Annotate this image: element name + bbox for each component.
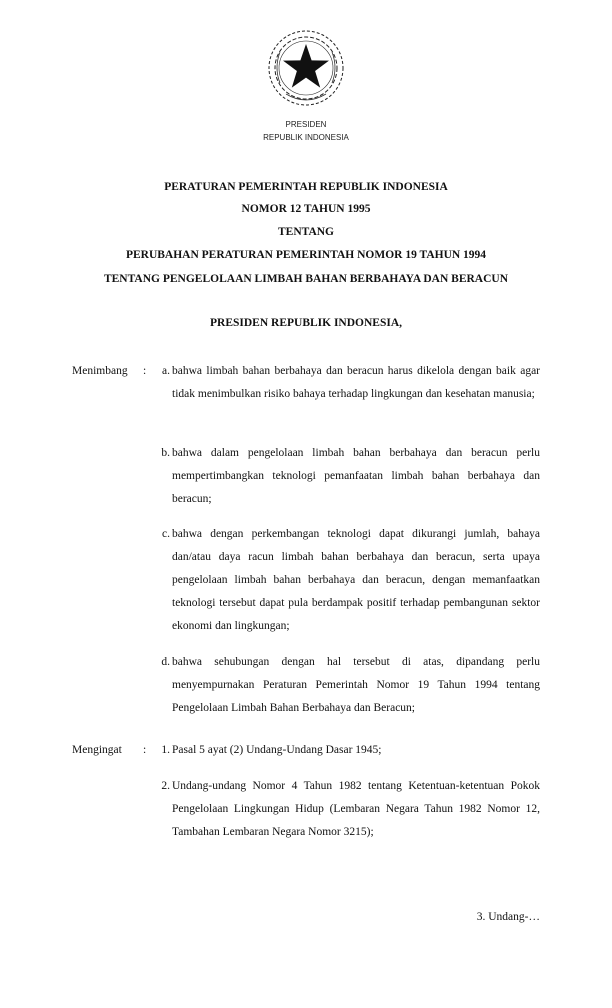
document-tentang: TENTANG [277, 226, 335, 238]
mengingat-item-1 [0, 739, 612, 762]
menimbang-item-a [0, 360, 612, 406]
mengingat-item-2 [0, 775, 612, 844]
document-subject-1: PERUBAHAN PERATURAN PEMERINTAH NOMOR 19 TAHUN 1994 [125, 249, 487, 261]
item-text: bahwa dalam pengelolaan limbah bahan berbahaya dan beracun perlu mempertimbangkan teknologi pemanfaatan limbah bahan berbahaya dan beracun; [172, 447, 540, 505]
item-number: a. [162, 365, 170, 377]
item-number: c. [162, 528, 170, 540]
item-text: bahwa limbah bahan berbahaya dan beracun harus dikelola dengan baik agar tidak menimbulkan risiko bahaya terhadap lingkungan dan kesehatan manusia; [172, 365, 540, 400]
seal-caption-presiden: PRESIDEN [285, 120, 327, 129]
colon: : [143, 744, 147, 756]
garuda-presidential-seal-icon [266, 28, 346, 108]
document-number: NOMOR 12 TAHUN 1995 [241, 203, 371, 215]
item-text: bahwa sehubungan dengan hal tersebut di atas, dipandang perlu menyempurnakan Peraturan Pemerintah Nomor 19 Tahun 1994 tentang Pengelolaan Limbah Bahan Berbahaya dan Beracun; [172, 656, 540, 714]
item-text: bahwa dengan perkembangan teknologi dapat dikurangi jumlah, bahaya dan/atau daya racun limbah bahan berbahaya dan beracun, serta upaya pengelolaan limbah bahan berbahaya dan beracun, dengan memanfaatkan teknologi tersebut dapat pula berdampak positif terhadap pembangunan sektor ekonomi dan lingkungan; [172, 528, 540, 632]
item-text: Pasal 5 ayat (2) Undang-Undang Dasar 1945; [172, 744, 382, 756]
menimbang-label: Menimbang [72, 365, 128, 377]
continuation-marker: 3. Undang-… [476, 911, 540, 923]
item-number: d. [161, 656, 170, 668]
item-number: 1. [161, 744, 170, 756]
mengingat-label: Mengingat [72, 744, 122, 756]
item-number: 2. [161, 780, 170, 792]
document-subject-2: TENTANG PENGELOLAAN LIMBAH BAHAN BERBAHAYA DAN BERACUN [103, 273, 509, 285]
item-text: Undang-undang Nomor 4 Tahun 1982 tentang Ketentuan-ketentuan Pokok Pengelolaan Lingkungan Hidup (Lembaran Negara Tahun 1982 Nomor 12, Tambahan Lembaran Negara Nomor 3215); [172, 780, 540, 838]
document-title: PERATURAN PEMERINTAH REPUBLIK INDONESIA [164, 181, 448, 193]
seal-caption-republik: REPUBLIK INDONESIA [263, 133, 349, 142]
item-number: b. [161, 447, 170, 459]
menimbang-item-c [0, 523, 612, 638]
menimbang-item-b [0, 442, 612, 511]
colon: : [143, 365, 147, 377]
issuer-heading: PRESIDEN REPUBLIK INDONESIA, [209, 317, 403, 329]
menimbang-item-d [0, 651, 612, 720]
